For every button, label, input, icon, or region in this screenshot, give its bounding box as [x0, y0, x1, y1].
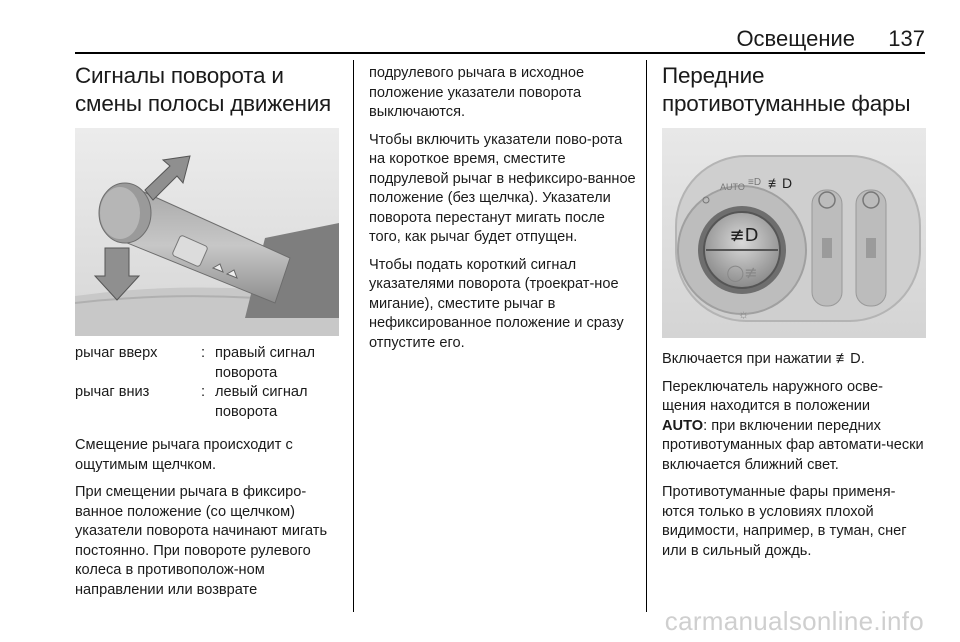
paragraph: Включается при нажатии ≢D.	[662, 351, 865, 367]
watermark: carmanualsonline.info	[664, 606, 924, 636]
svg-text:◯≢: ◯≢	[726, 263, 758, 282]
light-switch-panel-illustration	[662, 128, 926, 338]
turn-signal-lever-illustration	[75, 128, 339, 336]
paragraph: Чтобы подать короткий сигнал указателями поворота (троекрат-ное мигание), сместите рычаг в нефиксированное положение и сразу отпустите его.	[369, 256, 624, 351]
left-column	[75, 62, 339, 608]
definition-description: левый сигнал поворота	[215, 384, 308, 420]
section-title: Освещение	[736, 26, 855, 51]
fog-light-icon: ≢D	[835, 351, 861, 367]
turn-signal-lever-figure	[75, 128, 339, 336]
svg-text:≢D: ≢D	[768, 175, 793, 191]
paragraph: Смещение рычага происходит с ощутимым щелчком.	[75, 437, 293, 473]
paragraph: подрулевого рычага в исходное положение указатели поворота выключаются.	[369, 65, 585, 120]
definition-description: правый сигнал поворота	[215, 345, 316, 381]
header-rule	[75, 52, 925, 54]
definition-separator: :	[201, 345, 206, 361]
section-heading-fog-lights: Передние противотуманные фары	[662, 63, 911, 116]
middle-column	[369, 64, 637, 361]
svg-text:≡D: ≡D	[748, 177, 762, 188]
paragraph: Чтобы включить указатели пово-рота на короткое время, сместите подрулевой рычаг в нефиксиро-ванное положение (без щелчка). Указатели поворота перестанут мигать после того, как рычаг будет отпущен.	[369, 131, 636, 245]
paragraph: При смещении рычага в фиксиро-ванное положение (со щелчком) указатели поворота начинают мигать постоянно. При повороте рулевого колеса в противополож-ном направлении или возврате	[75, 484, 328, 598]
definition-separator: :	[201, 384, 206, 400]
light-switch-figure	[662, 128, 926, 338]
paragraph: Противотуманные фары применя-ются только в условиях плохой видимости, например, в туман, снег или в сильный дождь.	[662, 484, 907, 559]
paragraph: Переключатель наружного осве-щения находится в положении AUTO: при включении передних противотуманных фар автомати-чески включается ближний свет.	[662, 378, 924, 473]
auto-label: AUTO	[720, 182, 745, 192]
auto-position-label: AUTO	[662, 417, 704, 434]
svg-text:≢D: ≢D	[729, 225, 759, 246]
page-header	[75, 28, 925, 50]
page-number: 137	[888, 26, 925, 51]
definition-list	[75, 344, 339, 422]
column-divider-1	[353, 60, 354, 612]
section-heading-turn-signals: Сигналы поворота и смены полосы движения	[75, 63, 332, 116]
definition-row	[75, 383, 339, 422]
svg-text:☼: ☼	[738, 307, 749, 321]
definition-term: рычаг вверх	[75, 345, 158, 361]
column-divider-2	[646, 60, 647, 612]
right-column	[662, 62, 926, 569]
definition-row	[75, 344, 339, 383]
definition-term: рычаг вниз	[75, 384, 150, 400]
